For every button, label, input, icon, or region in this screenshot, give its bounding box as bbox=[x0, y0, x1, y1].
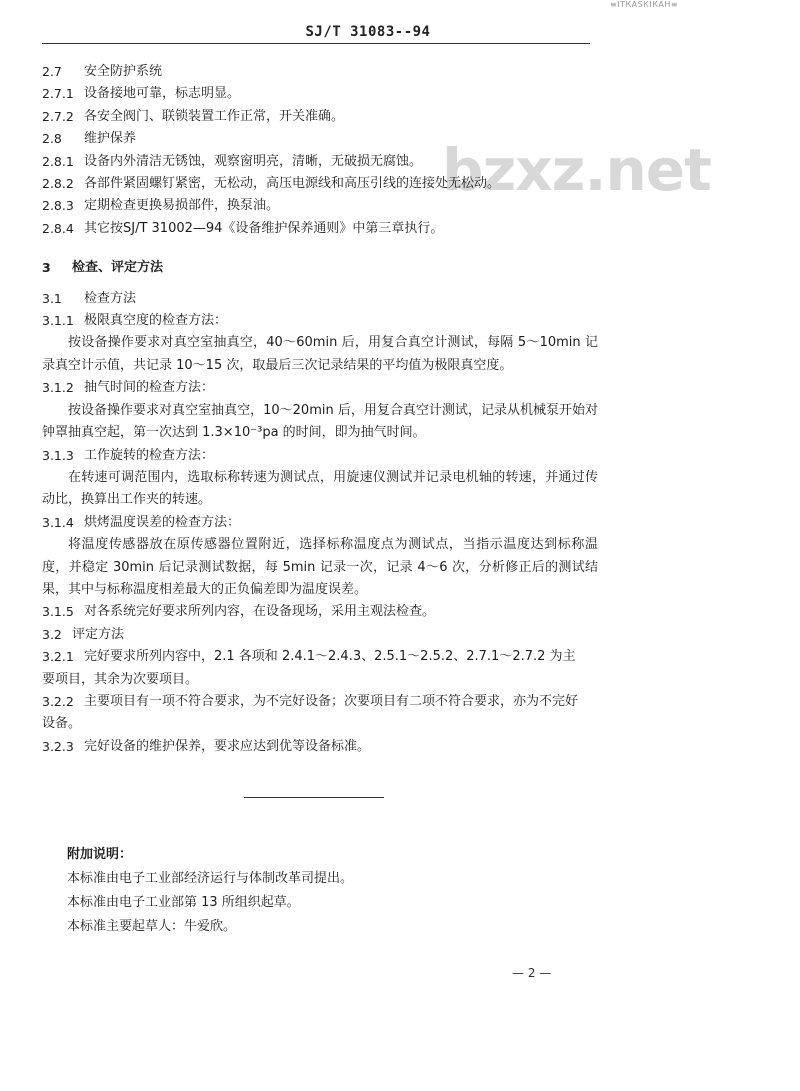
clause-number: 3.2.1 bbox=[42, 649, 74, 665]
clause-title: 对各系统完好要求所列内容，在设备现场，采用主观法检查。 bbox=[84, 604, 436, 620]
notes-line: 本标准由电子工业部第 13 所组织起草。 bbox=[67, 895, 300, 910]
clause-text: 主要项目有一项不符合要求，为不完好设备；次要项目有二项不符合要求，亦为不完好 bbox=[84, 693, 579, 709]
clause-text: 其它按SJ/T 31002—94《设备维护保养通则》中第三章执行。 bbox=[84, 220, 444, 236]
clause-item bbox=[42, 106, 598, 128]
clause-title: 工作旋转的检查方法： bbox=[84, 447, 215, 463]
clause-item bbox=[42, 601, 598, 623]
clause-text: 设备内外清洁无锈蚀，观察窗明亮，清晰，无破损无腐蚀。 bbox=[84, 153, 423, 169]
clause-text: 定期检查更换易损部件，换泵油。 bbox=[84, 198, 280, 214]
page-number: — 2 — bbox=[512, 966, 552, 980]
clause-item bbox=[42, 310, 598, 332]
clause-item bbox=[42, 736, 598, 758]
clause-number: 2.8.2 bbox=[42, 176, 74, 192]
clause-number: 2.8.3 bbox=[42, 198, 74, 214]
section-title: 维护保养 bbox=[84, 131, 137, 147]
clause-title: 极限真空度的检查方法： bbox=[84, 313, 228, 329]
clause-number: 3.2.3 bbox=[42, 738, 74, 754]
chapter-title: 检查、评定方法 bbox=[72, 260, 164, 276]
standard-code-header: SJ/T 31083--94 bbox=[305, 24, 431, 40]
clause-item bbox=[42, 151, 598, 173]
clause-text: 完好设备的维护保养，要求应达到优等设备标准。 bbox=[84, 738, 371, 754]
section-number: 2.7 bbox=[42, 64, 62, 79]
section-number: 3.2 bbox=[42, 626, 62, 642]
section-heading bbox=[42, 128, 598, 150]
clause-number: 3.1.2 bbox=[42, 380, 74, 396]
clause-number: 3.1.5 bbox=[42, 604, 74, 620]
clause-number: 3.1.4 bbox=[42, 514, 74, 530]
corner-mark: ≡ІТКАЅКІКАН≡ bbox=[610, 0, 679, 9]
section-title: 检查方法 bbox=[84, 290, 137, 306]
notes-line: 本标准由电子工业部经济运行与体制改革司提出。 bbox=[67, 871, 354, 886]
chapter-heading bbox=[42, 257, 598, 279]
section-title: 安全防护系统 bbox=[84, 64, 163, 79]
section-number: 3.1 bbox=[42, 290, 62, 306]
section-heading bbox=[42, 288, 598, 310]
clause-text: 各安全阀门、联锁装置工作正常，开关准确。 bbox=[84, 108, 345, 124]
clause-title: 抽气时间的检查方法： bbox=[84, 380, 215, 396]
notes-title: 附加说明： bbox=[67, 847, 133, 862]
clause-title: 烘烤温度误差的检查方法： bbox=[84, 514, 241, 530]
header-rule bbox=[42, 43, 590, 44]
clause-paragraph: 在转速可调范围内，选取标称转速为测试点，用旋速仪测试并记录电机轴的转速，并通过传动比，换算出工作夹的转速。 bbox=[42, 469, 598, 508]
section-heading bbox=[42, 61, 598, 83]
clause-number: 3.1.3 bbox=[42, 447, 74, 463]
clause-item bbox=[42, 173, 598, 195]
clause-item bbox=[42, 195, 598, 217]
clause-number: 2.7.1 bbox=[42, 86, 74, 102]
clause-continuation: 要项目，其余为次要项目。 bbox=[42, 671, 199, 687]
section-title: 评定方法 bbox=[72, 626, 125, 642]
clause-item bbox=[42, 83, 598, 105]
clause-item bbox=[42, 377, 598, 399]
clause-number: 2.8.1 bbox=[42, 153, 74, 169]
chapter-number: 3 bbox=[42, 260, 51, 276]
clause-continuation: 设备。 bbox=[42, 716, 82, 732]
clause-number: 2.7.2 bbox=[42, 108, 74, 124]
clause-number: 3.1.1 bbox=[42, 313, 74, 329]
clause-text: 完好要求所列内容中，2.1 各项和 2.4.1～2.4.3、2.5.1～2.5.2、2.7.1～2.7.2 为主 bbox=[84, 649, 576, 665]
clause-paragraph: 按设备操作要求对真空室抽真空，10～20min 后，用复合真空计测试，记录从机械泵开始对钟罩抽真空起，第一次达到 1.3×10⁻³pa 的时间，即为抽气时间。 bbox=[42, 402, 598, 441]
document-body bbox=[42, 61, 598, 758]
clause-number: 3.2.2 bbox=[42, 693, 74, 709]
clause-item bbox=[42, 646, 598, 668]
notes-line: 本标准主要起草人：牛爱欣。 bbox=[67, 919, 237, 934]
clause-paragraph: 按设备操作要求对真空室抽真空，40～60min 后，用复合真空计测试，每隔 5～10min 记录真空计示值，共记录 10～15 次，取最后三次记录结果的平均值为极限真空度。 bbox=[42, 335, 598, 373]
clause-number: 2.8.4 bbox=[42, 220, 74, 236]
clause-item bbox=[42, 691, 598, 713]
clause-text: 各部件紧固螺钉紧密，无松动，高压电源线和高压引线的连接处无松动。 bbox=[84, 176, 501, 192]
clause-item bbox=[42, 218, 598, 240]
clause-text: 设备接地可靠，标志明显。 bbox=[84, 86, 241, 102]
additional-notes bbox=[67, 843, 587, 939]
end-separator-rule bbox=[244, 797, 384, 798]
section-heading bbox=[42, 624, 598, 646]
clause-item bbox=[42, 445, 598, 467]
watermark: bzxz.net bbox=[442, 136, 711, 204]
clause-item bbox=[42, 512, 598, 534]
clause-paragraph: 将温度传感器放在原传感器位置附近，选择标称温度点为测试点，当指示温度达到标称温度，并稳定 30min 后记录测试数据，每 5min 记录一次，记录 4～6 次，分析修正后的测试结果，其中与标称温度相差最大的正负偏差即为温度误差。 bbox=[42, 537, 598, 597]
section-number: 2.8 bbox=[42, 131, 62, 147]
